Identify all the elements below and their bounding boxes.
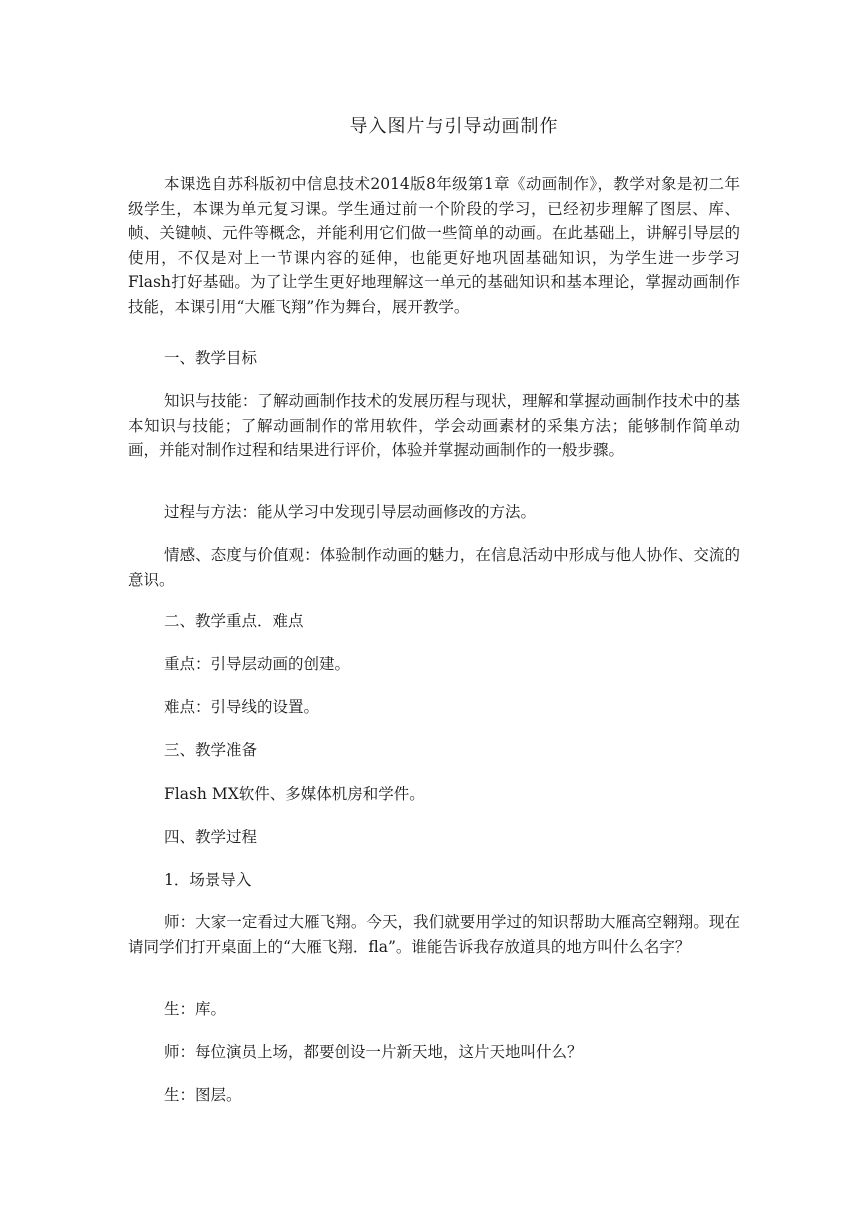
intro-paragraph: 本课选自苏科版初中信息技术2014版8年级第1章《动画制作》，教学对象是初二年级学生，本课为单元复习课。学生通过前一个阶段的学习，已经初步理解了图层、库、帧、关键帧、元件等概念，并能利用它们做一些简单的动画。在此基础上，讲解引导层的使用，不仅是对上一节课内容的延伸，也能更好地巩固基础知识，为学生进一步学习Flash打好基础。为了让学生更好地理解这一单元的基础知识和基本理论，掌握动画制作技能，本课引用“大雁飞翔”作为舞台，展开教学。 bbox=[128, 175, 740, 316]
step1-heading: 1．场景导入 bbox=[164, 871, 252, 889]
goal-process-paragraph: 过程与方法：能从学习中发现引导层动画修改的方法。 bbox=[164, 503, 537, 521]
section-heading-goals: 一、教学目标 bbox=[164, 349, 258, 367]
section-heading-process: 四、教学过程 bbox=[164, 828, 258, 846]
key-point-line: 重点：引导层动画的创建。 bbox=[164, 655, 351, 673]
goal-attitude-paragraph: 情感、态度与价值观：体验制作动画的魅力，在信息活动中形成与他人协作、交流的意识。 bbox=[128, 546, 740, 589]
section-heading-preparation: 三、教学准备 bbox=[164, 741, 258, 759]
document-title: 导入图片与引导动画制作 bbox=[349, 116, 559, 137]
section-heading-key-points: 二、教学重点．难点 bbox=[164, 612, 304, 630]
dialog-teacher-1: 师：大家一定看过大雁飞翔。今天，我们就要用学过的知识帮助大雁高空翱翔。现在请同学们打开桌面上的“大雁飞翔．fla”。谁能告诉我存放道具的地方叫什么名字？ bbox=[128, 913, 740, 956]
goal-knowledge-paragraph: 知识与技能：了解动画制作技术的发展历程与现状，理解和掌握动画制作技术中的基本知识与技能；了解动画制作的常用软件，学会动画素材的采集方法；能够制作简单动画，并能对制作过程和结果进行评价，体验并掌握动画制作的一般步骤。 bbox=[128, 392, 740, 459]
dialog-student-1: 生：库。 bbox=[164, 1000, 227, 1018]
dialog-teacher-2: 师：每位演员上场，都要创设一片新天地，这片天地叫什么？ bbox=[164, 1043, 583, 1061]
preparation-line: Flash MX软件、多媒体机房和学件。 bbox=[164, 785, 425, 803]
dialog-student-2: 生：图层。 bbox=[164, 1086, 242, 1104]
difficult-point-line: 难点：引导线的设置。 bbox=[164, 698, 320, 716]
